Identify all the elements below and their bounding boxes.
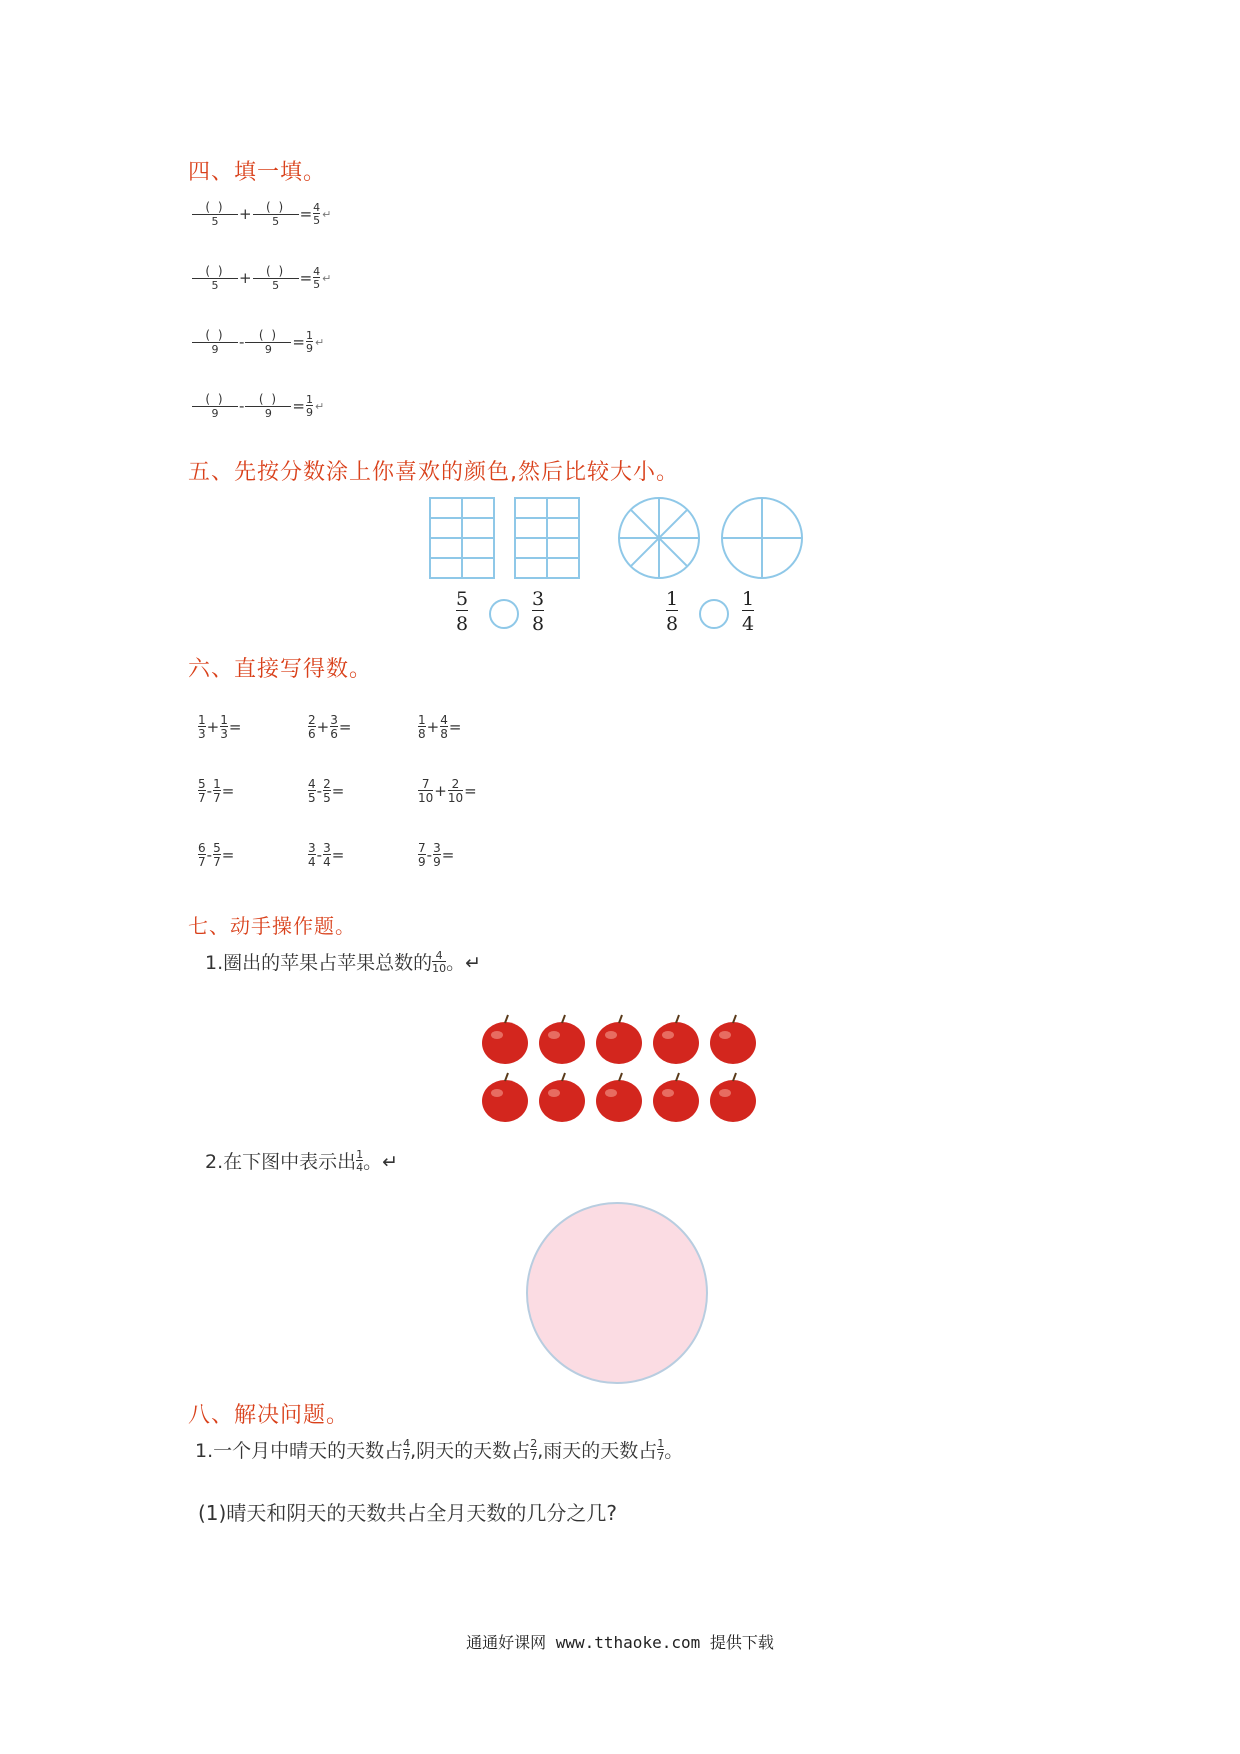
blank-fraction[interactable]: ( ) 9 — [245, 392, 291, 420]
apples — [480, 1010, 770, 1140]
drill-item: $\frac{1}{3}$ + $\frac{1}{3}$ = — [198, 713, 242, 741]
drill-item: $\frac{1}{8}$ + $\frac{4}{8}$ = — [418, 713, 462, 741]
apple-icon[interactable] — [539, 1015, 585, 1064]
blank-fraction[interactable]: ( ) 9 — [245, 328, 291, 356]
blank-fraction[interactable]: ( ) 5 — [192, 200, 238, 228]
compare-circle-1[interactable] — [486, 596, 522, 632]
fill-row: ( ) 9 - ( ) 9 = $\frac{1}{9}$ ↵ — [192, 392, 324, 420]
drill-item: $\frac{3}{4}$ - $\frac{3}{4}$ = — [308, 841, 345, 869]
apple-icon[interactable] — [596, 1015, 642, 1064]
apple-icon[interactable] — [710, 1073, 756, 1122]
fill-row: ( ) 5 + ( ) 5 = $\frac{4}{5}$ ↵ — [192, 200, 331, 228]
circle-quarters — [722, 498, 802, 578]
section8-q1: 1.一个月中晴天的天数占 $\frac{4}{7}$ ,阴天的天数占 $\frac{2}{7}$ ,雨天的天数占 $\frac{1}{7}$ 。 — [195, 1436, 684, 1463]
blank-fraction[interactable]: ( ) 9 — [192, 392, 238, 420]
drill-item: $\frac{7}{10}$ + $\frac{2}{10}$ = — [418, 777, 477, 805]
blank-fraction[interactable]: ( ) 5 — [253, 200, 299, 228]
fraction-1-8: 1 8 — [666, 588, 679, 635]
section6-title: 六、直接写得数。 — [188, 657, 373, 682]
rect-grid-right — [515, 498, 579, 578]
section5-title: 五、先按分数涂上你喜欢的颜色,然后比较大小。 — [188, 460, 679, 485]
section4-title: 四、填一填。 — [188, 160, 327, 185]
result-fraction: $\frac{1}{9}$ — [306, 329, 313, 355]
section8-title: 八、解决问题。 — [188, 1403, 350, 1428]
section7-title: 七、动手操作题。 — [188, 914, 356, 938]
drill-item: $\frac{6}{7}$ - $\frac{5}{7}$ = — [198, 841, 235, 869]
rect-grid-left — [430, 498, 494, 578]
drill-item: $\frac{7}{9}$ - $\frac{3}{9}$ = — [418, 841, 455, 869]
blank-fraction[interactable]: ( ) 5 — [253, 264, 299, 292]
blank-fraction[interactable]: ( ) 5 — [192, 264, 238, 292]
apple-icon[interactable] — [539, 1073, 585, 1122]
fill-row: ( ) 5 + ( ) 5 = $\frac{4}{5}$ ↵ — [192, 264, 331, 292]
apple-icon[interactable] — [482, 1073, 528, 1122]
fraction-3-8: 3 8 — [532, 588, 545, 635]
apple-icon[interactable] — [653, 1073, 699, 1122]
drill-item: $\frac{2}{6}$ + $\frac{3}{6}$ = — [308, 713, 352, 741]
fill-row: ( ) 9 - ( ) 9 = $\frac{1}{9}$ ↵ — [192, 328, 324, 356]
section7-q1: 1.圈出的苹果占苹果总数的 $\frac{4}{10}$ 。↵ — [205, 948, 482, 975]
apple-icon[interactable] — [596, 1073, 642, 1122]
drill-item: $\frac{5}{7}$ - $\frac{1}{7}$ = — [198, 777, 235, 805]
apple-icon[interactable] — [653, 1015, 699, 1064]
fraction-shapes — [420, 495, 820, 585]
result-fraction: $\frac{4}{5}$ — [313, 265, 321, 291]
fraction-5-8: 5 8 — [456, 588, 469, 635]
apple-icon[interactable] — [710, 1015, 756, 1064]
drill-item: $\frac{4}{5}$ - $\frac{2}{5}$ = — [308, 777, 345, 805]
section8-sub1: (1)晴天和阴天的天数共占全月天数的几分之几? — [198, 1501, 617, 1525]
blank-fraction[interactable]: ( ) 9 — [192, 328, 238, 356]
result-fraction: $\frac{1}{9}$ — [306, 393, 313, 419]
compare-circle-2[interactable] — [696, 596, 732, 632]
footer: 通通好课网 www.tthaoke.com 提供下载 — [466, 1633, 774, 1652]
apple-icon[interactable] — [482, 1015, 528, 1064]
circle-eighths — [619, 498, 699, 578]
section7-q2: 2.在下图中表示出 $\frac{1}{4}$ 。↵ — [205, 1147, 399, 1174]
result-fraction: $\frac{4}{5}$ — [313, 201, 321, 227]
fraction-1-4: 1 4 — [742, 588, 755, 635]
pink-circle[interactable] — [524, 1200, 710, 1386]
